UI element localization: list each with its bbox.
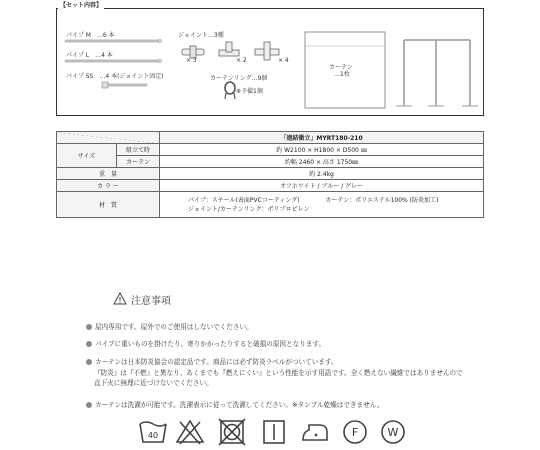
pipe-ss-label: パイプ SS …4 本(ジョイント固定) [66,73,164,80]
color-value: オフホワイト / ブルー / グレー [160,180,484,192]
pipe-l-label: パイプ L …4 本 [66,52,113,59]
set-contents-title: 【セット内容】 [60,2,103,9]
bullet-icon [86,324,92,330]
svg-text:40: 40 [147,431,159,440]
table-row [57,156,484,168]
note-item: 屋内専用です。屋外でのご使用はしないでください。 [86,321,253,331]
weight-label: 重 量 [57,168,160,180]
curtain-size-value: 約幅 2460 × 高さ 1750㎜ [160,156,484,168]
svg-text:F: F [351,426,359,439]
curtain-qty-label: …1枚 [334,71,350,78]
curtain-size-label: カーテン [117,156,160,168]
joint-x4-label: × 4 [278,57,289,64]
table-row [57,192,484,218]
assembled-frame-icon [394,26,482,114]
material-pipe: パイプ：スチール(表面PVCコーティング) [188,196,300,204]
joint-label: ジョイント…3種 [178,32,224,39]
table-row [57,180,484,192]
assembled-value: 約 W2100 × H1800 × D500 ㎜ [160,144,484,156]
header-diagonal-cell [57,132,160,144]
spec-table [56,131,484,218]
material-label: 材 質 [57,192,160,218]
pipe-m-icon [64,38,164,44]
bullet-icon [86,341,92,347]
assembled-label: 組立て時 [117,144,160,156]
iron-low-icon [299,420,331,444]
dry-clean-f-icon [341,418,369,446]
table-row [57,168,484,180]
no-tumble-dry-icon [217,418,247,446]
note-item-continued: 直下火に無理に近づけないでください。 [94,379,213,387]
material-joint: ジョイント/カーテンリング：ポリプロピレン [188,205,310,213]
table-row [57,144,484,156]
curtain-label: カーテン [329,64,353,71]
model-name: 「連結衝立」MYRT180-210 [160,132,484,144]
color-label: カ ラ ー [57,180,160,192]
ring-label: カーテンリング…9個 [210,75,268,82]
pipe-ss-icon [100,80,150,90]
material-curtain: カーテン：ポリエステル100% (防炎加工) [325,196,439,204]
note-item: カーテンは洗濯が可能です。洗濯表示に従って洗濯してください。※タンブル乾燥はできません。 [86,399,383,409]
table-row [57,132,484,144]
bullet-icon [86,402,92,408]
bullet-icon [86,359,92,365]
no-bleach-icon [175,418,205,446]
wet-clean-w-icon [379,418,407,446]
pipe-m-label: パイプ M …6 本 [66,32,115,39]
wash-40-icon [138,418,168,446]
pipe-l-icon [64,58,164,64]
line-dry-icon [261,418,287,446]
note-item: パイプに重いものを掛けたり、寄りかかったりすると破損の原因となります。 [86,338,325,348]
note-item-continued: 『防炎』は『不燃』と異なり、あくまでも『燃えにくい』という性能を示す用語です。全く燃えない繊維ではありませんので [94,369,463,377]
ring-spare-label: ※予備1個 [236,88,263,95]
weight-value: 約 2.4kg [160,168,484,180]
joint-x3-label: × 3 [186,57,197,64]
svg-text:W: W [387,426,399,439]
size-label: サイズ [57,144,117,168]
joint-x2-label: × 2 [236,57,247,64]
notes-title: 注意事項 [131,296,171,307]
material-cell [160,192,484,218]
note-item: カーテンは日本防炎協会の認定品です。商品には必ず防炎ラベルがついています。 [86,356,338,366]
warning-icon [113,292,127,305]
